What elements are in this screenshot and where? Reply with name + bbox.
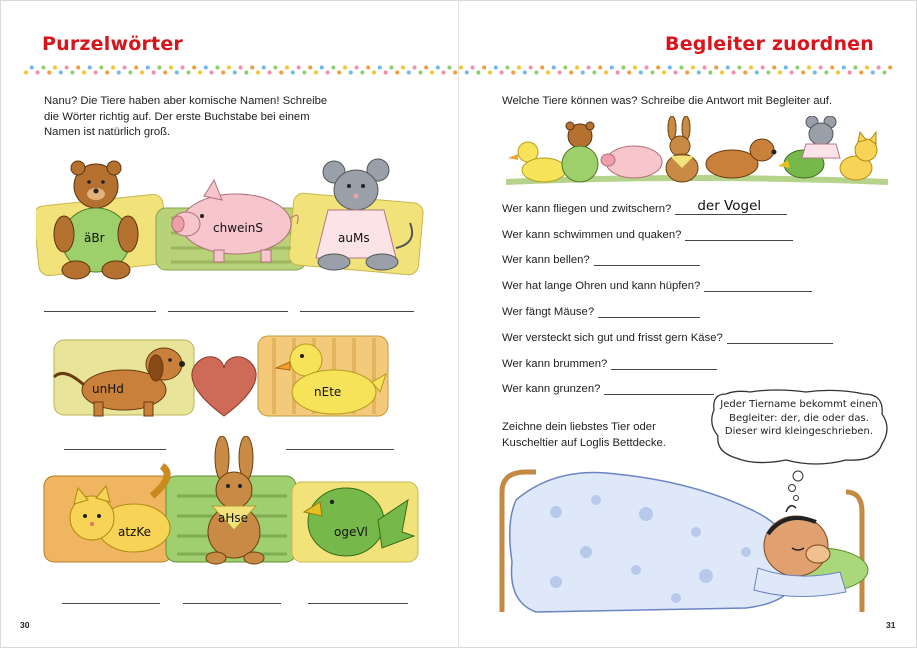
divider-dot: [853, 66, 857, 70]
divider-dot: [407, 71, 411, 75]
divider-dot: [755, 71, 759, 75]
rabbit-figure-small: [666, 116, 698, 182]
divider-dot: [807, 66, 811, 70]
divider-dot: [355, 66, 359, 70]
divider-dot: [819, 66, 823, 70]
divider-dot: [772, 66, 776, 70]
pig-figure-small: [601, 146, 662, 178]
divider-dot: [47, 71, 51, 75]
divider-dot: [824, 71, 828, 75]
divider-dot: [314, 71, 318, 75]
divider-dot: [291, 71, 295, 75]
answer-line[interactable]: [604, 381, 714, 395]
divider-dot: [500, 71, 504, 75]
divider-dot: [871, 71, 875, 75]
question-row: [502, 330, 833, 344]
divider-dot: [88, 66, 92, 70]
divider-dot: [511, 71, 515, 75]
left-instruction: Nanu? Die Tiere haben aber komische Namen! Schreibe die Wörter richtig auf. Der erste Buchstabe bei einem Namen ist natürlich groß.: [44, 95, 328, 138]
divider-dot: [59, 71, 63, 75]
divider-dot: [244, 71, 248, 75]
divider-dot: [198, 71, 202, 75]
divider-dot: [297, 66, 301, 70]
divider-dot: [662, 71, 666, 75]
divider-dot: [743, 71, 747, 75]
divider-dot: [326, 71, 330, 75]
speech-bubble-text: Jeder Tiername bekommt einen Begleiter: der, die oder das. Dieser wird kleingeschrieben.: [720, 399, 878, 437]
divider-dot: [169, 66, 173, 70]
divider-dot: [476, 71, 480, 75]
divider-dot: [471, 66, 475, 70]
question-text: Wer kann brummen?: [502, 358, 608, 370]
scrambled-word-pig: chweinS: [213, 221, 263, 235]
divider-dot: [389, 66, 393, 70]
divider-dot: [24, 71, 28, 75]
dotted-divider: [22, 62, 895, 78]
divider-dot: [877, 66, 881, 70]
divider-dot: [430, 71, 434, 75]
divider-dot: [587, 66, 591, 70]
divider-dot: [795, 66, 799, 70]
row3-illustration: [42, 436, 422, 566]
divider-dot: [279, 71, 283, 75]
divider-dot: [494, 66, 498, 70]
divider-dot: [488, 71, 492, 75]
answer-line[interactable]: [685, 227, 793, 241]
divider-dot: [152, 71, 156, 75]
divider-dot: [186, 71, 190, 75]
divider-dot: [70, 71, 74, 75]
divider-dot: [563, 66, 567, 70]
divider-dot: [331, 66, 335, 70]
question-text: Wer kann grunzen?: [502, 383, 601, 395]
divider-dot: [540, 66, 544, 70]
answer-line: [183, 603, 281, 604]
divider-dot: [192, 66, 196, 70]
question-row: [502, 278, 812, 292]
divider-dot: [436, 66, 440, 70]
divider-dot: [401, 66, 405, 70]
question-text: Wer kann fliegen und zwitschern?: [502, 203, 672, 215]
answer-line: [168, 311, 288, 312]
divider-dot: [801, 71, 805, 75]
divider-dot: [65, 66, 69, 70]
divider-dot: [761, 66, 765, 70]
divider-dot: [146, 66, 150, 70]
logli-figure: [764, 506, 830, 576]
page-number-left: 30: [20, 620, 30, 630]
divider-dot: [569, 71, 573, 75]
divider-dot: [529, 66, 533, 70]
divider-dot: [708, 71, 712, 75]
mouse-figure-small: [802, 116, 840, 158]
divider-dot: [128, 71, 132, 75]
divider-dot: [726, 66, 730, 70]
divider-dot: [221, 71, 225, 75]
divider-dot: [848, 71, 852, 75]
divider-dot: [575, 66, 579, 70]
divider-dot: [447, 66, 451, 70]
scrambled-word-dog: unHd: [92, 382, 124, 396]
divider-dot: [674, 71, 678, 75]
divider-dot: [320, 66, 324, 70]
divider-dot: [656, 66, 660, 70]
divider-dot: [210, 71, 214, 75]
answer-text: der Vogel: [697, 198, 762, 214]
divider-dot: [732, 71, 736, 75]
divider-dot: [633, 66, 637, 70]
divider-dot: [714, 66, 718, 70]
divider-dot: [117, 71, 121, 75]
divider-dot: [105, 71, 109, 75]
divider-dot: [175, 71, 179, 75]
divider-dot: [111, 66, 115, 70]
question-text: Wer kann bellen?: [502, 254, 590, 266]
divider-dot: [650, 71, 654, 75]
cat-figure-small: [840, 132, 877, 180]
divider-dot: [36, 71, 40, 75]
divider-dot: [418, 71, 422, 75]
divider-dot: [859, 71, 863, 75]
divider-dot: [616, 71, 620, 75]
divider-dot: [256, 71, 260, 75]
divider-dot: [592, 71, 596, 75]
divider-dot: [204, 66, 208, 70]
divider-dot: [459, 66, 463, 70]
divider-dot: [53, 66, 57, 70]
question-text: Wer fängt Mäuse?: [502, 306, 595, 318]
divider-dot: [505, 66, 509, 70]
bear-figure-small: [562, 122, 598, 182]
divider-dot: [163, 71, 167, 75]
divider-dot: [691, 66, 695, 70]
answer-line[interactable]: [594, 252, 700, 266]
row1-illustration: [36, 158, 424, 280]
divider-dot: [766, 71, 770, 75]
question-row: [502, 227, 793, 241]
divider-dot: [140, 71, 144, 75]
divider-dot: [778, 71, 782, 75]
dog-figure-small: [706, 139, 777, 178]
question-row: [502, 252, 700, 266]
divider-dot: [523, 71, 527, 75]
answer-line: [62, 603, 160, 604]
divider-dot: [465, 71, 469, 75]
divider-dot: [558, 71, 562, 75]
divider-dot: [215, 66, 219, 70]
divider-dot: [372, 71, 376, 75]
divider-dot: [546, 71, 550, 75]
duck-figure-small: [508, 142, 566, 182]
divider-dot: [749, 66, 753, 70]
divider-dot: [720, 71, 724, 75]
divider-dot: [598, 66, 602, 70]
divider-dot: [842, 66, 846, 70]
divider-dot: [30, 66, 34, 70]
divider-dot: [343, 66, 347, 70]
divider-dot: [378, 66, 382, 70]
divider-dot: [233, 71, 237, 75]
divider-dot: [685, 71, 689, 75]
divider-dot: [604, 71, 608, 75]
divider-dot: [627, 71, 631, 75]
divider-dot: [268, 71, 272, 75]
page-number-right: 31: [886, 620, 896, 630]
divider-dot: [784, 66, 788, 70]
animals-group-illustration: [506, 116, 888, 188]
answer-line[interactable]: [727, 330, 833, 344]
divider-dot: [865, 66, 869, 70]
divider-dot: [424, 66, 428, 70]
divider-dot: [123, 66, 127, 70]
divider-dot: [360, 71, 364, 75]
divider-dot: [82, 71, 86, 75]
drawing-instruction: Zeichne dein liebstes Tier oder Kuscheltier auf Loglis Bettdecke.: [502, 421, 666, 449]
divider-dot: [285, 66, 289, 70]
divider-dot: [94, 71, 98, 75]
divider-dot: [262, 66, 266, 70]
divider-dot: [413, 66, 417, 70]
divider-dot: [337, 71, 341, 75]
answer-line: [300, 311, 414, 312]
divider-dot: [830, 66, 834, 70]
scrambled-word-duck: nEte: [314, 385, 342, 399]
divider-dot: [99, 66, 103, 70]
divider-dot: [581, 71, 585, 75]
divider-dot: [349, 71, 353, 75]
divider-dot: [610, 66, 614, 70]
divider-dot: [239, 66, 243, 70]
scrambled-word-bear: äBr: [84, 231, 105, 245]
answer-line[interactable]: [598, 304, 700, 318]
divider-dot: [395, 71, 399, 75]
divider-dot: [697, 71, 701, 75]
question-text: Wer versteckt sich gut und frisst gern Käse?: [502, 332, 723, 344]
divider-dot: [517, 66, 521, 70]
divider-dot: [308, 66, 312, 70]
divider-dot: [302, 71, 306, 75]
question-row: [502, 356, 717, 370]
divider-dot: [703, 66, 707, 70]
bed-illustration: [496, 452, 880, 622]
page-spine: [458, 0, 459, 648]
divider-dot: [888, 66, 892, 70]
divider-dot: [482, 66, 486, 70]
divider-dot: [790, 71, 794, 75]
divider-dot: [882, 71, 886, 75]
divider-dot: [639, 71, 643, 75]
question-row: [502, 304, 700, 318]
question-row: [502, 381, 714, 395]
divider-dot: [645, 66, 649, 70]
right-page-title: Begleiter zuordnen: [665, 33, 874, 55]
divider-dot: [157, 66, 161, 70]
divider-dot: [552, 66, 556, 70]
scrambled-word-mouse: auMs: [338, 231, 370, 245]
divider-dot: [813, 71, 817, 75]
question-row: [502, 198, 787, 215]
answer-line[interactable]: [611, 356, 717, 370]
divider-dot: [250, 66, 254, 70]
divider-dot: [453, 71, 457, 75]
question-text: Wer hat lange Ohren und kann hüpfen?: [502, 280, 701, 292]
divider-dot: [227, 66, 231, 70]
question-text: Wer kann schwimmen und quaken?: [502, 229, 682, 241]
answer-line: [44, 311, 156, 312]
divider-dot: [679, 66, 683, 70]
divider-dot: [836, 71, 840, 75]
divider-dot: [534, 71, 538, 75]
divider-dot: [442, 71, 446, 75]
scrambled-word-bird: ogeVl: [334, 525, 368, 539]
answer-line[interactable]: [675, 198, 787, 215]
right-instruction: Welche Tiere können was? Schreibe die Antwort mit Begleiter auf.: [502, 95, 833, 107]
divider-dot: [181, 66, 185, 70]
answer-line[interactable]: [704, 278, 812, 292]
divider-dot: [273, 66, 277, 70]
answer-line: [308, 603, 408, 604]
row2-illustration: [44, 330, 394, 420]
heart-pillow: [192, 357, 256, 416]
divider-dot: [384, 71, 388, 75]
divider-dot: [366, 66, 370, 70]
divider-dot: [621, 66, 625, 70]
divider-dot: [737, 66, 741, 70]
divider-dot: [76, 66, 80, 70]
scrambled-word-rabbit: aHse: [218, 511, 249, 525]
divider-dot: [41, 66, 45, 70]
left-page-title: Purzelwörter: [42, 33, 183, 55]
scrambled-word-cat: atzKe: [118, 525, 152, 539]
blanket: [510, 472, 796, 612]
divider-dot: [668, 66, 672, 70]
divider-dot: [134, 66, 138, 70]
